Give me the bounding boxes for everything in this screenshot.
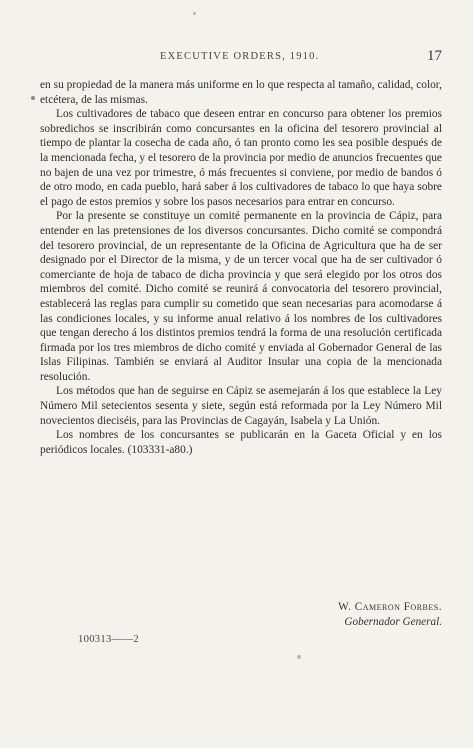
paragraph: Los métodos que han de seguirse en Cápiz se asemejarán á los que establece la Ley Número Mil setecientos sesenta y siete, según está reformada por la Ley Número Mil novecientos dieciséis, para las Provincias de Cagayán, Isabela y La Unión. bbox=[40, 385, 442, 427]
signatory-name: W. Cameron Forbes. bbox=[338, 601, 442, 613]
paper-speck bbox=[193, 12, 196, 15]
page-number: 17 bbox=[427, 48, 442, 64]
signatory-title: Gobernador General. bbox=[344, 615, 442, 628]
running-head: EXECUTIVE ORDERS, 1910. bbox=[160, 51, 320, 62]
paragraph: Los cultivadores de tabaco que deseen entrar en concurso para obtener los premios sobredichos se inscribirán como concursantes en la oficina del tesorero provincial al tiempo de plantar la cosecha de cada año, ó tan pronto como les sea posible después de la mencionada fecha, y el tesorero de la provincia por medio de anuncios frecuentes que no bajen de una vez por trimestre, ó más frecuentes si conviene, por medio de bandos ó de otro modo, en cada pueblo, hará saber á los cultivadores de tabaco lo que haya sobre el pago de estos premios y sobre los pasos necesarios para entrar en concurso. bbox=[40, 108, 442, 208]
paragraph: Los nombres de los concursantes se publicarán en la Gaceta Oficial y en los periódicos locales. (103331-a80.) bbox=[40, 429, 442, 456]
paper-speck bbox=[31, 96, 35, 100]
paragraph: en su propiedad de la manera más uniforme en lo que respecta al tamaño, calidad, color, etcétera, de las mismas. bbox=[40, 79, 442, 106]
signature-block bbox=[40, 600, 442, 629]
paper-speck bbox=[297, 655, 301, 659]
paragraph: Por la presente se constituye un comité permanente en la provincia de Cápiz, para entender en las pretensiones de los diversos concursantes. Dicho comité se compondrá del tesorero provincial, de un representante de la Oficina de Agricultura que ha de ser designado por el Director de la misma, y de un tercer vocal que ha de ser cultivador ó comerciante de hoja de tabaco de dicha provincia y que será elegido por los otros dos miembros del comité. Dicho comité se reunirá á convocatoria del tesorero provincial, establecerá las reglas para cumplir su cometido que sean necesarias para acomodarse á las condiciones locales, y su informe anual relativo á los nombres de los cultivadores que tengan derecho á los distintos premios tendrá la forma de una resolución certificada firmada por los tres miembros de dicho comité y enviada al Gobernador General de las Islas Filipinas. También se enviará al Auditor Insular una copia de la mencionada resolución. bbox=[40, 210, 442, 383]
body-text bbox=[40, 78, 442, 457]
page-header bbox=[40, 48, 442, 67]
printer-signature-mark: 100313——2 bbox=[78, 634, 139, 645]
